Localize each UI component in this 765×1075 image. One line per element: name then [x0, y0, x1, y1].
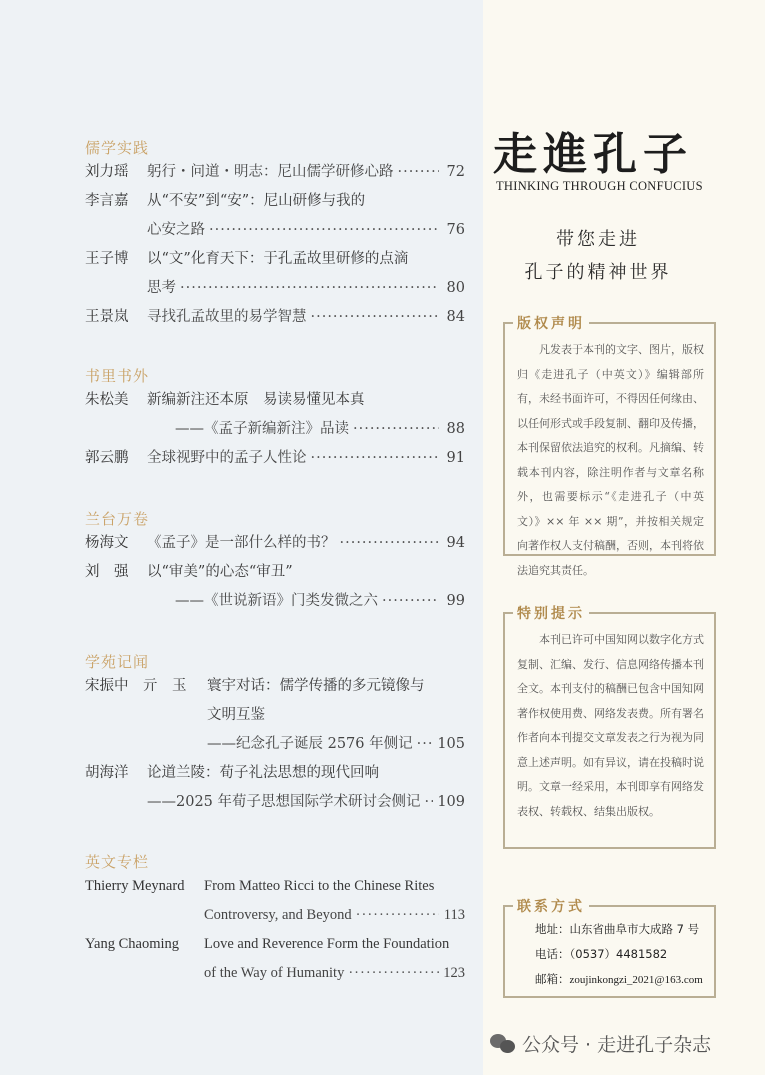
contact-phone: 电话：（0537）4481582	[535, 947, 668, 961]
entry-title-with-leader	[147, 274, 465, 303]
entry-title-text: 寰宇对话：儒学传播的多元镜像与	[207, 678, 425, 694]
section-heading: 学苑记闻	[85, 653, 150, 671]
toc-entry[interactable]	[85, 930, 465, 988]
email-label: 邮箱：	[535, 972, 570, 986]
entry-page-number: 94	[446, 535, 465, 551]
dot-leader	[425, 788, 434, 817]
dot-leader	[353, 415, 439, 444]
entry-title-text: 心安之路	[147, 222, 205, 238]
entry-author: 刘力瑶	[85, 164, 129, 180]
entry-author: 杨海文	[85, 535, 129, 551]
entry-title-line	[85, 216, 465, 245]
entry-title-text: 寻找孔孟故里的易学智慧	[147, 309, 307, 325]
entry-page-number: 113	[443, 907, 465, 923]
entry-title-line	[85, 158, 465, 187]
dot-leader	[311, 303, 440, 332]
notice-title: 特别提示	[513, 603, 589, 623]
entry-author: 王景岚	[85, 309, 129, 325]
entry-title-line	[85, 444, 465, 473]
entry-title-text: 以“审美”的心态“审丑”	[147, 564, 293, 580]
entry-title-text: 思考	[147, 280, 176, 296]
toc-entry[interactable]	[85, 672, 465, 759]
entry-title-text: 全球视野中的孟子人性论	[147, 450, 307, 466]
entry-title-line	[85, 187, 465, 216]
english-title: THINKING THROUGH CONFUCIUS	[496, 179, 703, 193]
notice-box	[503, 606, 716, 849]
dot-leader	[340, 529, 440, 558]
entry-title-with-leader	[147, 216, 465, 245]
dot-leader	[382, 587, 439, 616]
entry-title-line	[85, 701, 465, 730]
entry-title-with-leader	[147, 444, 465, 473]
entry-title-line	[85, 558, 465, 587]
watermark-text: 公众号 · 走进孔子杂志	[522, 1034, 712, 1056]
section-heading: 兰台万卷	[85, 510, 150, 528]
entry-author: 李言嘉	[85, 193, 129, 209]
entry-title-line	[85, 386, 465, 415]
entry-page-number: 72	[446, 164, 465, 180]
entry-author: 朱松美	[85, 392, 129, 408]
toc-entry[interactable]	[85, 386, 465, 444]
entry-title-text: ——2025 年荀子思想国际学术研讨会侧记	[147, 794, 421, 810]
toc-entry[interactable]	[85, 245, 465, 303]
copyright-body: 凡发表于本刊的文字、图片，版权归《走进孔子（中英文）》编辑部所有，未经书面许可，不得因任何缘由、以任何形式或手段复制、翻印及传播，本刊保留依法追究的权利。凡摘编、转载本刊内容，除注明作者与文章名称外，也需要标示“《走进孔子（中英文）》×× 年 ×× 期”，并按相关规定向著作权人支付稿酬，否则，本刊将依法追究其责任。	[517, 343, 704, 577]
entry-title-text: 论道兰陵：荀子礼法思想的现代回响	[147, 765, 379, 781]
toc-entry[interactable]	[85, 529, 465, 558]
magazine-logo: 走進孔子	[493, 129, 693, 180]
entry-page-number: 99	[446, 593, 465, 609]
entry-title-with-leader	[147, 788, 465, 817]
dot-leader	[356, 901, 439, 930]
entry-title-line	[85, 959, 465, 988]
wechat-watermark	[490, 1030, 711, 1057]
toc-entry[interactable]	[85, 558, 465, 616]
entry-title-text: ——《世说新语》门类发微之六	[175, 593, 378, 609]
section-heading: 英文专栏	[85, 853, 150, 871]
toc-entry[interactable]	[85, 303, 465, 332]
entry-page-number: 91	[446, 450, 465, 466]
contact-box	[503, 899, 716, 998]
entry-title-text: 文明互鉴	[207, 707, 265, 723]
dot-leader	[398, 158, 440, 187]
toc-entry[interactable]	[85, 158, 465, 187]
toc-entry[interactable]	[85, 872, 465, 930]
entry-page-number: 84	[446, 309, 465, 325]
entry-title-line	[85, 759, 465, 788]
dot-leader	[417, 730, 434, 759]
entry-page-number: 105	[437, 736, 465, 752]
contact-address: 地址：山东省曲阜市大成路 7 号	[535, 922, 700, 936]
entry-title-text: of the Way of Humanity	[204, 965, 345, 981]
entry-title-text: 从“不安”到“安”：尼山研修与我的	[147, 193, 366, 209]
entry-title-text: Controversy, and Beyond	[204, 907, 352, 923]
contact-email: zoujinkongzi_2021@163.com	[569, 974, 703, 986]
entry-title-line	[85, 245, 465, 274]
entry-title-text: 躬行・问道・明志：尼山儒学研修心路	[147, 164, 394, 180]
toc-entry[interactable]	[85, 759, 465, 817]
entry-author: 郭云鹏	[85, 450, 129, 466]
entry-author: 胡海洋	[85, 765, 129, 781]
entry-title-line	[85, 274, 465, 303]
entry-page-number: 123	[443, 965, 465, 981]
entry-author: 王子博	[85, 251, 129, 267]
entry-page-number: 76	[446, 222, 465, 238]
entry-title-text: From Matteo Ricci to the Chinese Rites	[204, 878, 435, 894]
entry-title-line	[85, 415, 465, 444]
entry-title-text: 以“文”化育天下：于孔孟故里研修的点滴	[147, 251, 409, 267]
slogan-line-2: 孔子的精神世界	[524, 262, 672, 283]
entry-title-line	[85, 730, 465, 759]
entry-author: Yang Chaoming	[85, 936, 179, 952]
toc-entry[interactable]	[85, 187, 465, 245]
entry-title-line	[85, 303, 465, 332]
entry-title-text: ——《孟子新编新注》品读	[175, 421, 349, 437]
entry-title-with-leader	[207, 730, 465, 759]
entry-title-text: Love and Reverence Form the Foundation	[204, 936, 450, 952]
toc-entry[interactable]	[85, 444, 465, 473]
entry-title-with-leader	[147, 529, 465, 558]
dot-leader	[348, 959, 439, 988]
entry-title-line	[85, 529, 465, 558]
copyright-box	[503, 316, 716, 577]
entry-title-text: 《孟子》是一部什么样的书？	[147, 535, 336, 551]
notice-body: 本刊已许可中国知网以数字化方式复制、汇编、发行、信息网络传播本刊全文。本刊支付的稿酬已包含中国知网著作权使用费、网络发表费。所有署名作者向本刊提交文章发表之行为视为同意上述声明。如有异议，请在投稿时说明。文章一经采用，本刊即享有网络发表权、转载权、结集出版权。	[517, 633, 704, 818]
entry-page-number: 80	[446, 280, 465, 296]
entry-title-with-leader	[175, 415, 465, 444]
entry-title-line	[85, 788, 465, 817]
entry-page-number: 88	[446, 421, 465, 437]
entry-title-line	[85, 901, 465, 930]
entry-title-with-leader	[175, 587, 465, 616]
section-heading: 儒学实践	[85, 139, 150, 157]
contact-title: 联系方式	[513, 896, 589, 916]
entry-author: 宋振中 亓 玉	[85, 678, 187, 694]
entry-title-text: ——纪念孔子诞辰 2576 年侧记	[207, 736, 413, 752]
copyright-title: 版权声明	[513, 313, 589, 333]
dot-leader	[209, 216, 439, 245]
entry-author: 刘 强	[85, 564, 129, 580]
entry-title-with-leader	[147, 303, 465, 332]
dot-leader	[180, 274, 439, 303]
wechat-icon	[490, 1034, 516, 1054]
entry-title-text: 新编新注还本原 易读易懂见本真	[147, 392, 365, 408]
entry-page-number: 109	[437, 794, 465, 810]
section-heading: 书里书外	[85, 367, 150, 385]
dot-leader	[311, 444, 440, 473]
entry-author: Thierry Meynard	[85, 878, 185, 894]
entry-title-with-leader	[204, 959, 465, 988]
slogan-line-1: 带您走进	[556, 229, 640, 250]
entry-title-line	[85, 587, 465, 616]
entry-title-with-leader	[147, 158, 465, 187]
entry-title-with-leader	[204, 901, 465, 930]
